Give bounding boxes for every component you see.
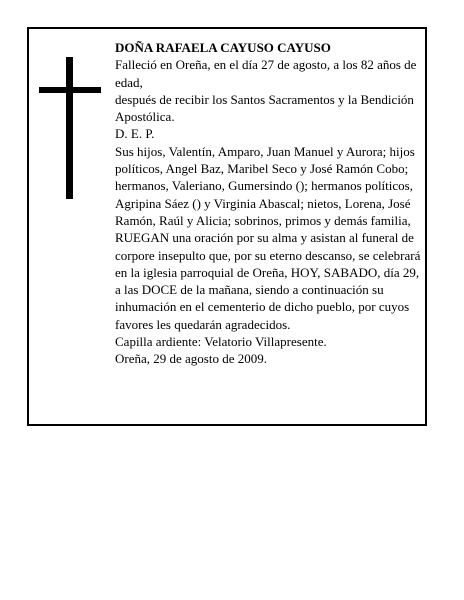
cross-horizontal-bar (39, 87, 101, 93)
deceased-name: DOÑA RAFAELA CAYUSO CAYUSO (115, 40, 331, 55)
obituary-notice (27, 27, 427, 426)
chapel-line: Capilla ardiente: Velatorio Villapresente. (115, 334, 327, 350)
request-paragraph: RUEGAN una oración por su alma y asistan al funeral de corpore insepulto que, por su eterno descanso, se celebrará en la iglesia parroquial de Oreña, HOY, SABADO, día 29, a las DOCE de la mañana, siendo a continuación su inhumación en el cementerio de dicho pueblo, por cuyos favores les quedarán agradecidos. (115, 230, 421, 332)
cross-icon (39, 57, 101, 199)
sacraments-line: después de recibir los Santos Sacramentos y la Bendición Apostólica. (115, 91, 414, 125)
notice-text (115, 39, 421, 368)
death-line: Falleció en Oreña, en el día 27 de agosto, a los 82 años de edad, (115, 57, 417, 90)
dep-line: D. E. P. (115, 126, 155, 142)
family-paragraph: Sus hijos, Valentín, Amparo, Juan Manuel y Aurora; hijos políticos, Angel Baz, Maribel Seco y José Ramón Cobo; hermanos, Valeriano, Gumersindo (); hermanos políticos, Agripina Sáez () y Virginia Abascal; nietos, Lorena, José Ramón, Raúl y Alicia; sobrinos, primos y demás familia, (115, 143, 415, 228)
place-date-line: Oreña, 29 de agosto de 2009. (115, 351, 267, 367)
cross-vertical-bar (66, 57, 73, 199)
